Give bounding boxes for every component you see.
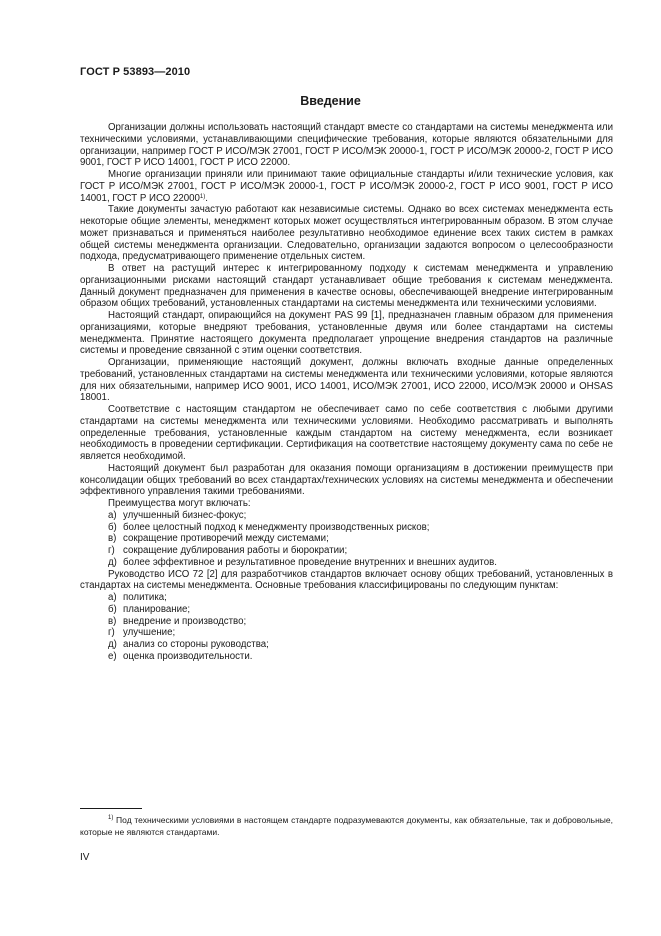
requirements-list xyxy=(80,592,613,663)
list-item xyxy=(80,522,613,534)
footnote xyxy=(80,814,613,838)
list-text: оценка производительности. xyxy=(123,650,253,662)
list-item xyxy=(80,533,613,545)
list-marker: в) xyxy=(108,615,117,627)
paragraph: Преимущества могут включать: xyxy=(108,498,251,509)
list-item xyxy=(80,545,613,557)
paragraph: Организации, применяющие настоящий документ, должны включать входные данные определенных требований, установленных стандартами на системы менеджмента или техническими условиями, которые являются для них обязательными, например ИСО 9001, ИСО 14001, ИСО/МЭК 27001, ИСО 22000, ИСО/МЭК 20000 и OHSAS 18001. xyxy=(80,357,613,404)
paragraph: Такие документы зачастую работают как независимые системы. Однако во всех системах менеджмента есть некоторые общие элементы, менеджмент которых может осуществляться интегрированным образом. В этом случае может признаваться и применяться наиболее результативно необходимое единение всех таких систем в рамках общей системы менеджмента организации. Следовательно, организации задаются вопросом о целесообразности подхода, предусматривающего применение отдельных систем. xyxy=(80,204,613,263)
page-number: IV xyxy=(80,852,90,863)
list-marker: д) xyxy=(108,639,117,650)
list-item xyxy=(80,639,613,651)
list-marker: д) xyxy=(108,556,117,568)
paragraph: Соответствие с настоящим стандартом не обеспечивает само по себе соответствия с любыми другими стандартами на системы менеджмента или техническими условиями. Необходимо рассматривать и выполнять определенные требования, установленные каждым стандартом на систему менеджмента, если возникает необходимость в проведении сертификации. Сертификация на соответствие настоящему документу сама по себе не является необходимой. xyxy=(80,404,613,462)
list-text: анализ со стороны руководства; xyxy=(123,639,269,650)
list-marker: б) xyxy=(108,603,117,615)
footnote-marker: 1) xyxy=(108,815,114,821)
section-title: Введение xyxy=(300,94,361,108)
paragraph: В ответ на растущий интерес к интегрированному подходу к системам менеджмента и управлению организационными рисками настоящий стандарт устанавливает общие требования к системам менеджмента. Данный документ предназначен для применения в качестве основы, обеспечивающей внедрение интегрированным образом общих требований, установленных стандартами на системы менеджмента или техническими условиями. xyxy=(80,263,613,310)
paragraph xyxy=(80,169,613,204)
list-item xyxy=(80,510,613,522)
list-text: внедрение и производство; xyxy=(123,615,247,627)
paragraph: Организации должны использовать настоящий стандарт вместе со стандартами на системы менеджмента или техническими условиями, устанавливающими специфические требования, которые являются обязательными для организации, например ГОСТ Р ИСО/МЭК 27001, ГОСТ Р ИСО/МЭК 20000-1, ГОСТ Р ИСО/МЭК 20000-2, ГОСТ Р ИСО 9001, ГОСТ Р ИСО 14001, ГОСТ Р ИСО 22000. xyxy=(80,122,613,169)
list-text: улучшение; xyxy=(123,627,176,639)
list-text: сокращение дублирования работы и бюрократии; xyxy=(123,545,348,556)
paragraph: Руководство ИСО 72 [2] для разработчиков стандартов включает основу общих требований, установленных в стандартах на системы менеджмента. Основные требования классифицированы по следующим пунктам: xyxy=(80,568,613,592)
list-marker: в) xyxy=(108,533,117,545)
list-item xyxy=(80,604,613,616)
list-marker: б) xyxy=(108,521,117,533)
footnote-text: Под техническими условиями в настоящем стандарте подразумеваются документы, как обязательные, так и добровольные, которые не являются стандартами. xyxy=(80,815,613,837)
paragraph: Настоящий документ был разработан для оказания помощи организациям в достижении преимуществ при консолидации общих требований во всех стандартах/технических условиях на системы менеджмента и обеспечении эффективного управления такими требованиями. xyxy=(80,462,613,498)
list-item xyxy=(80,616,613,628)
list-marker: а) xyxy=(108,592,117,603)
list-text: планирование; xyxy=(123,603,191,615)
list-marker: г) xyxy=(108,627,115,639)
list-item xyxy=(80,651,613,663)
paragraph: Настоящий стандарт, опирающийся на документ PAS 99 [1], предназначен главным образом для применения организациями, которые внедряют требования, установленные двумя или более стандартами на системы менеджмента. Принятие настоящего документа предполагает упрощение внедрения стандартов на различные системы и проведение связанной с этим оценки соответствия. xyxy=(80,310,613,357)
list-marker: е) xyxy=(108,650,117,662)
list-marker: а) xyxy=(108,509,117,521)
list-item xyxy=(80,592,613,604)
list-text: улучшенный бизнес-фокус; xyxy=(123,509,247,521)
paragraph-end: . xyxy=(205,192,208,204)
list-text: более целостный подход к менеджменту производственных рисков; xyxy=(123,521,430,533)
list-item xyxy=(80,627,613,639)
footnote-reference: 1) xyxy=(199,193,206,200)
paragraph-text: Многие организации приняли или принимают такие официальные стандарты и/или технические условия, как ГОСТ Р ИСО/МЭК 27001, ГОСТ Р ИСО/МЭК 20000-1, ГОСТ Р ИСО/МЭК 20000-2, ГОСТ Р ИСО 9001, ГОСТ Р ИСО 14001, ГОСТ Р ИСО 22000 xyxy=(80,169,613,204)
list-text: более эффективное и результативное проведение внутренних и внешних аудитов. xyxy=(123,556,497,568)
list-text: политика; xyxy=(123,592,167,603)
document-code: ГОСТ Р 53893—2010 xyxy=(80,66,191,78)
benefits-list xyxy=(80,510,613,569)
list-item xyxy=(80,557,613,569)
footnote-divider xyxy=(80,808,142,809)
list-marker: г) xyxy=(108,545,115,556)
document-body xyxy=(80,122,613,663)
list-text: сокращение противоречий между системами; xyxy=(123,533,329,545)
